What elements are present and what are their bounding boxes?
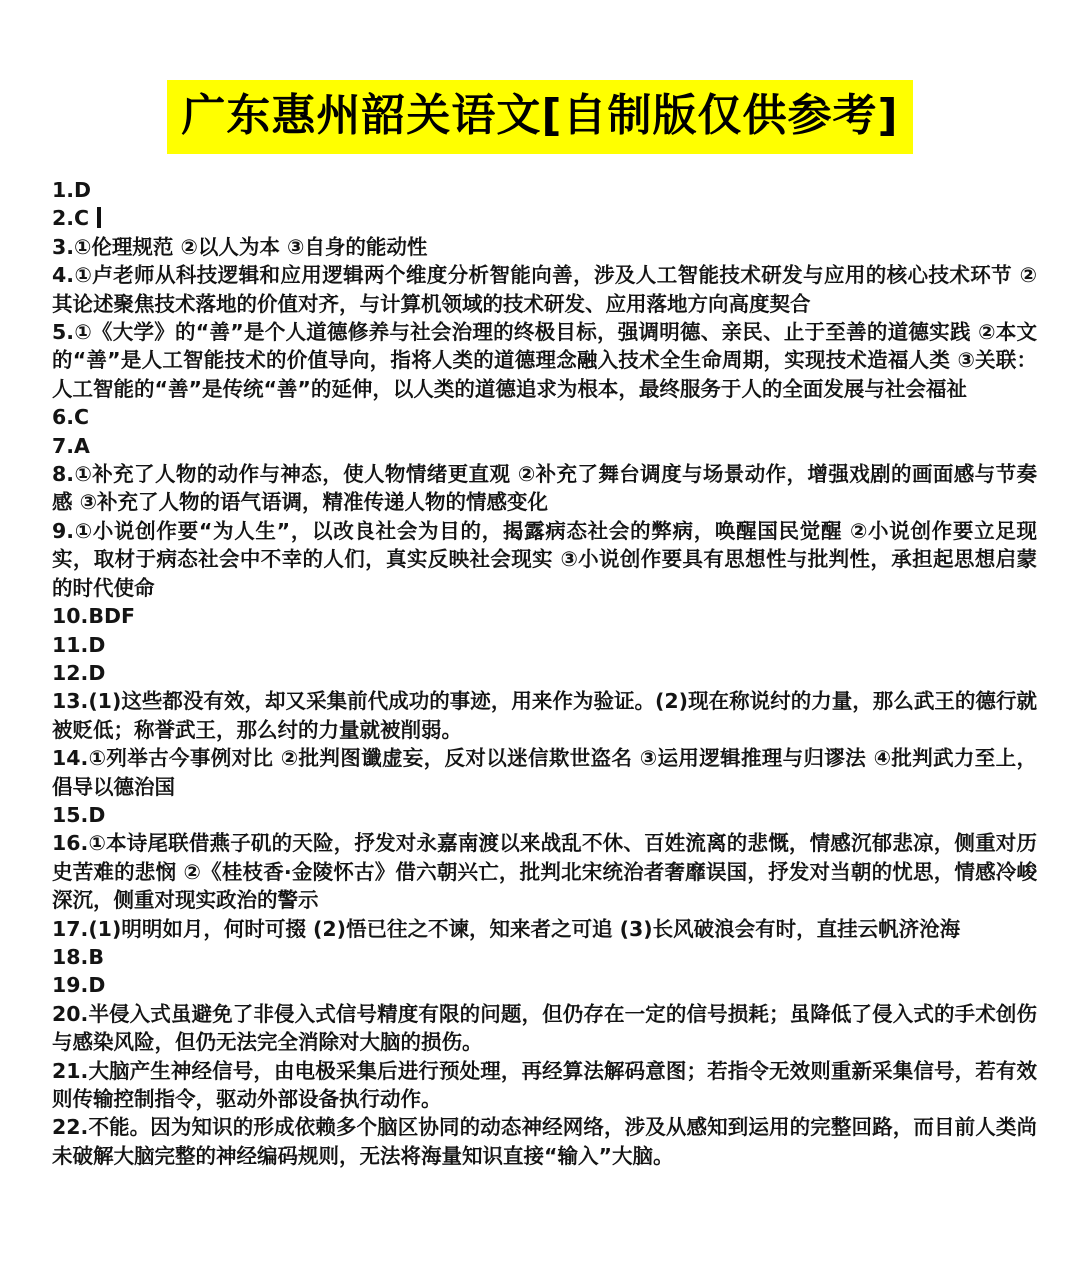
answer-item-2 [52, 204, 1037, 232]
answer-item-14: 14.①列举古今事例对比 ②批判图谶虚妄，反对以迷信欺世盗名 ③运用逻辑推理与归谬法 ④批判武力至上，倡导以德治国 [52, 746, 1037, 799]
answer-item-22: 22.不能。因为知识的形成依赖多个脑区协同的动态神经网络，涉及从感知到运用的完整回路，而目前人类尚未破解大脑完整的神经编码规则，无法将海量知识直接“输入”大脑。 [52, 1115, 1037, 1168]
answer-item-11: 11.D [52, 632, 106, 657]
answer-item-10: 10.BDF [52, 604, 135, 629]
title-container [0, 80, 1080, 154]
answer-item-2-text: 2.C [52, 206, 90, 231]
answer-item-20: 20.半侵入式虽避免了非侵入式信号精度有限的问题，但仍存在一定的信号损耗；虽降低了侵入式的手术创伤与感染风险，但仍无法完全消除对大脑的损伤。 [52, 1001, 1037, 1055]
answer-item-19: 19.D [52, 973, 106, 998]
answer-list [52, 176, 1037, 1170]
answer-item-15: 15.D [52, 802, 106, 827]
answer-item-17: 17.(1)明明如月，何时可掇 (2)悟已往之不谏，知来者之可追 (3)长风破浪会有时，直挂云帆济沧海 [52, 916, 961, 941]
answer-item-6: 6.C [52, 405, 90, 430]
page-title: 广东惠州韶关语文[自制版仅供参考] [167, 80, 912, 154]
answer-item-5: 5.①《大学》的“善”是个人道德修养与社会治理的终极目标，强调明德、亲民、止于至善的道德实践 ②本文的“善”是人工智能技术的价值导向，指将人类的道德理念融入技术全生命周期，实现技术造福人类 ③关联：人工智能的“善”是传统“善”的延伸，以人类的道德追求为根本，最终服务于人的全面发展与社会福祉 [52, 320, 1037, 401]
answer-item-4: 4.①卢老师从科技逻辑和应用逻辑两个维度分析智能向善，涉及人工智能技术研发与应用的核心技术环节 ②其论述聚焦技术落地的价值对齐，与计算机领域的技术研发、应用落地方向高度契合 [52, 263, 1037, 316]
answer-item-3: 3.①伦理规范 ②以人为本 ③自身的能动性 [52, 234, 428, 259]
answer-item-18: 18.B [52, 944, 104, 969]
answer-item-9: 9.①小说创作要“为人生”，以改良社会为目的，揭露病态社会的弊病，唤醒国民觉醒 ②小说创作要立足现实，取材于病态社会中不幸的人们，真实反映社会现实 ③小说创作要具有思想性与批判性，承担起思想启蒙的时代使命 [52, 518, 1037, 600]
answer-item-13: 13.(1)这些都没有效，却又采集前代成功的事迹，用来作为验证。(2)现在称说纣的力量，那么武王的德行就被贬低；称誉武王，那么纣的力量就被削弱。 [52, 689, 1037, 742]
answer-item-8: 8.①补充了人物的动作与神态，使人物情绪更直观 ②补充了舞台调度与场景动作，增强戏剧的画面感与节奏感 ③补充了人物的语气语调，精准传递人物的情感变化 [52, 462, 1037, 515]
answer-item-7: 7.A [52, 433, 90, 458]
answer-item-1: 1.D [52, 178, 92, 202]
text-cursor [97, 207, 101, 228]
answer-item-12: 12.D [52, 660, 106, 685]
answer-item-21: 21.大脑产生神经信号，由电极采集后进行预处理，再经算法解码意图；若指令无效则重新采集信号，若有效则传输控制指令，驱动外部设备执行动作。 [52, 1058, 1037, 1111]
answer-item-16: 16.①本诗尾联借燕子矶的天险，抒发对永嘉南渡以来战乱不休、百姓流离的悲慨，情感沉郁悲凉，侧重对历史苦难的悲悯 ②《桂枝香·金陵怀古》借六朝兴亡，批判北宋统治者奢靡误国，抒发对当朝的忧思，情感冷峻深沉，侧重对现实政治的警示 [52, 831, 1037, 913]
